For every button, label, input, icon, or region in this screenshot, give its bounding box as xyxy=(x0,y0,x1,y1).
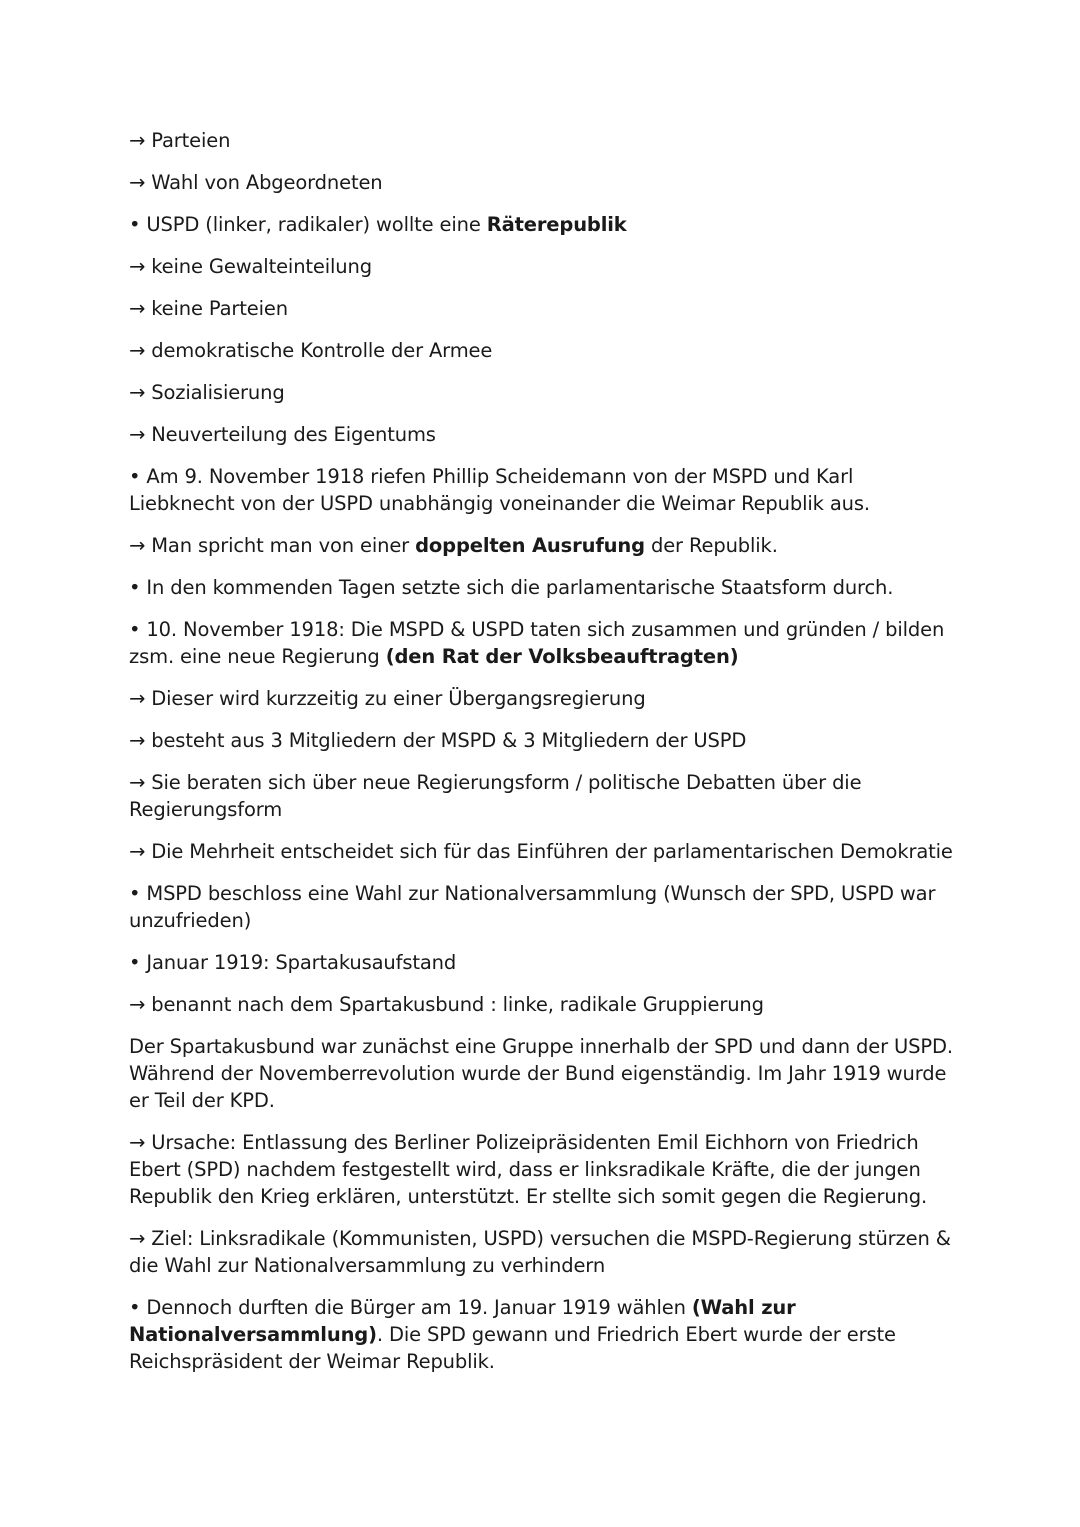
text-line xyxy=(129,1033,959,1114)
text-line xyxy=(129,838,959,865)
text-segment: → benannt nach dem Spartakusbund : linke, radikale Gruppierung xyxy=(129,993,764,1016)
text-segment: • USPD (linker, radikaler) wollte eine xyxy=(129,213,487,236)
text-segment: • 10. November 1918: Die MSPD & USPD taten sich zusammen und gründen / bilden zsm. eine neue Regierung xyxy=(129,618,945,668)
text-segment: → Wahl von Abgeordneten xyxy=(129,171,383,194)
text-line xyxy=(129,574,959,601)
text-segment: . Die SPD gewann und Friedrich Ebert wurde der erste Reichspräsident der Weimar Republik. xyxy=(129,1323,896,1373)
text-line xyxy=(129,1129,959,1210)
text-segment: • Am 9. November 1918 riefen Phillip Scheidemann von der MSPD und Karl Liebknecht von der USPD unabhängig voneinander die Weimar Republik aus. xyxy=(129,465,870,515)
text-segment: → besteht aus 3 Mitgliedern der MSPD & 3 Mitgliedern der USPD xyxy=(129,729,747,752)
bold-text: doppelten Ausrufung xyxy=(415,534,645,557)
text-line xyxy=(129,1294,959,1375)
text-segment: → Dieser wird kurzzeitig zu einer Übergangsregierung xyxy=(129,687,646,710)
text-line xyxy=(129,295,959,322)
text-segment: → keine Gewalteinteilung xyxy=(129,255,372,278)
text-segment: → Sozialisierung xyxy=(129,381,285,404)
text-line xyxy=(129,532,959,559)
text-segment: • Dennoch durften die Bürger am 19. Januar 1919 wählen xyxy=(129,1296,692,1319)
text-segment: → keine Parteien xyxy=(129,297,288,320)
text-line xyxy=(129,169,959,196)
text-line xyxy=(129,211,959,238)
text-line xyxy=(129,253,959,280)
text-line xyxy=(129,991,959,1018)
text-segment: Der Spartakusbund war zunächst eine Gruppe innerhalb der SPD und dann der USPD. Während der Novemberrevolution wurde der Bund eigenständig. Im Jahr 1919 wurde er Teil der KPD. xyxy=(129,1035,953,1112)
document-body xyxy=(129,127,959,1390)
text-line xyxy=(129,379,959,406)
text-line xyxy=(129,949,959,976)
text-segment: → Die Mehrheit entscheidet sich für das Einführen der parlamentarischen Demokratie xyxy=(129,840,953,863)
bold-text: (den Rat der Volksbeauftragten) xyxy=(385,645,739,668)
text-segment: → Parteien xyxy=(129,129,231,152)
text-segment: • Januar 1919: Spartakusaufstand xyxy=(129,951,457,974)
text-segment: • MSPD beschloss eine Wahl zur Nationalversammlung (Wunsch der SPD, USPD war unzufrieden) xyxy=(129,882,936,932)
text-segment: → demokratische Kontrolle der Armee xyxy=(129,339,493,362)
text-segment: → Ziel: Linksradikale (Kommunisten, USPD) versuchen die MSPD-Regierung stürzen & die Wahl zur Nationalversammlung zu verhindern xyxy=(129,1227,951,1277)
text-line xyxy=(129,616,959,670)
text-segment: → Sie beraten sich über neue Regierungsform / politische Debatten über die Regierungsform xyxy=(129,771,862,821)
text-segment: • In den kommenden Tagen setzte sich die parlamentarische Staatsform durch. xyxy=(129,576,894,599)
text-line xyxy=(129,727,959,754)
text-line xyxy=(129,337,959,364)
bold-text: (Wahl zur Nationalversammlung) xyxy=(129,1296,796,1346)
bold-text: Räterepublik xyxy=(486,213,627,236)
text-line xyxy=(129,127,959,154)
text-line xyxy=(129,1225,959,1279)
text-segment: → Neuverteilung des Eigentums xyxy=(129,423,436,446)
text-line xyxy=(129,463,959,517)
text-line xyxy=(129,685,959,712)
text-segment: → Ursache: Entlassung des Berliner Polizeipräsidenten Emil Eichhorn von Friedrich Ebert (SPD) nachdem festgestellt wird, dass er linksradikale Kräfte, die der jungen Republik den Krieg erklären, unterstützt. Er stellte sich somit gegen die Regierung. xyxy=(129,1131,928,1208)
text-line xyxy=(129,769,959,823)
text-segment: → Man spricht man von einer xyxy=(129,534,416,557)
text-segment: der Republik. xyxy=(644,534,778,557)
text-line xyxy=(129,421,959,448)
text-line xyxy=(129,880,959,934)
